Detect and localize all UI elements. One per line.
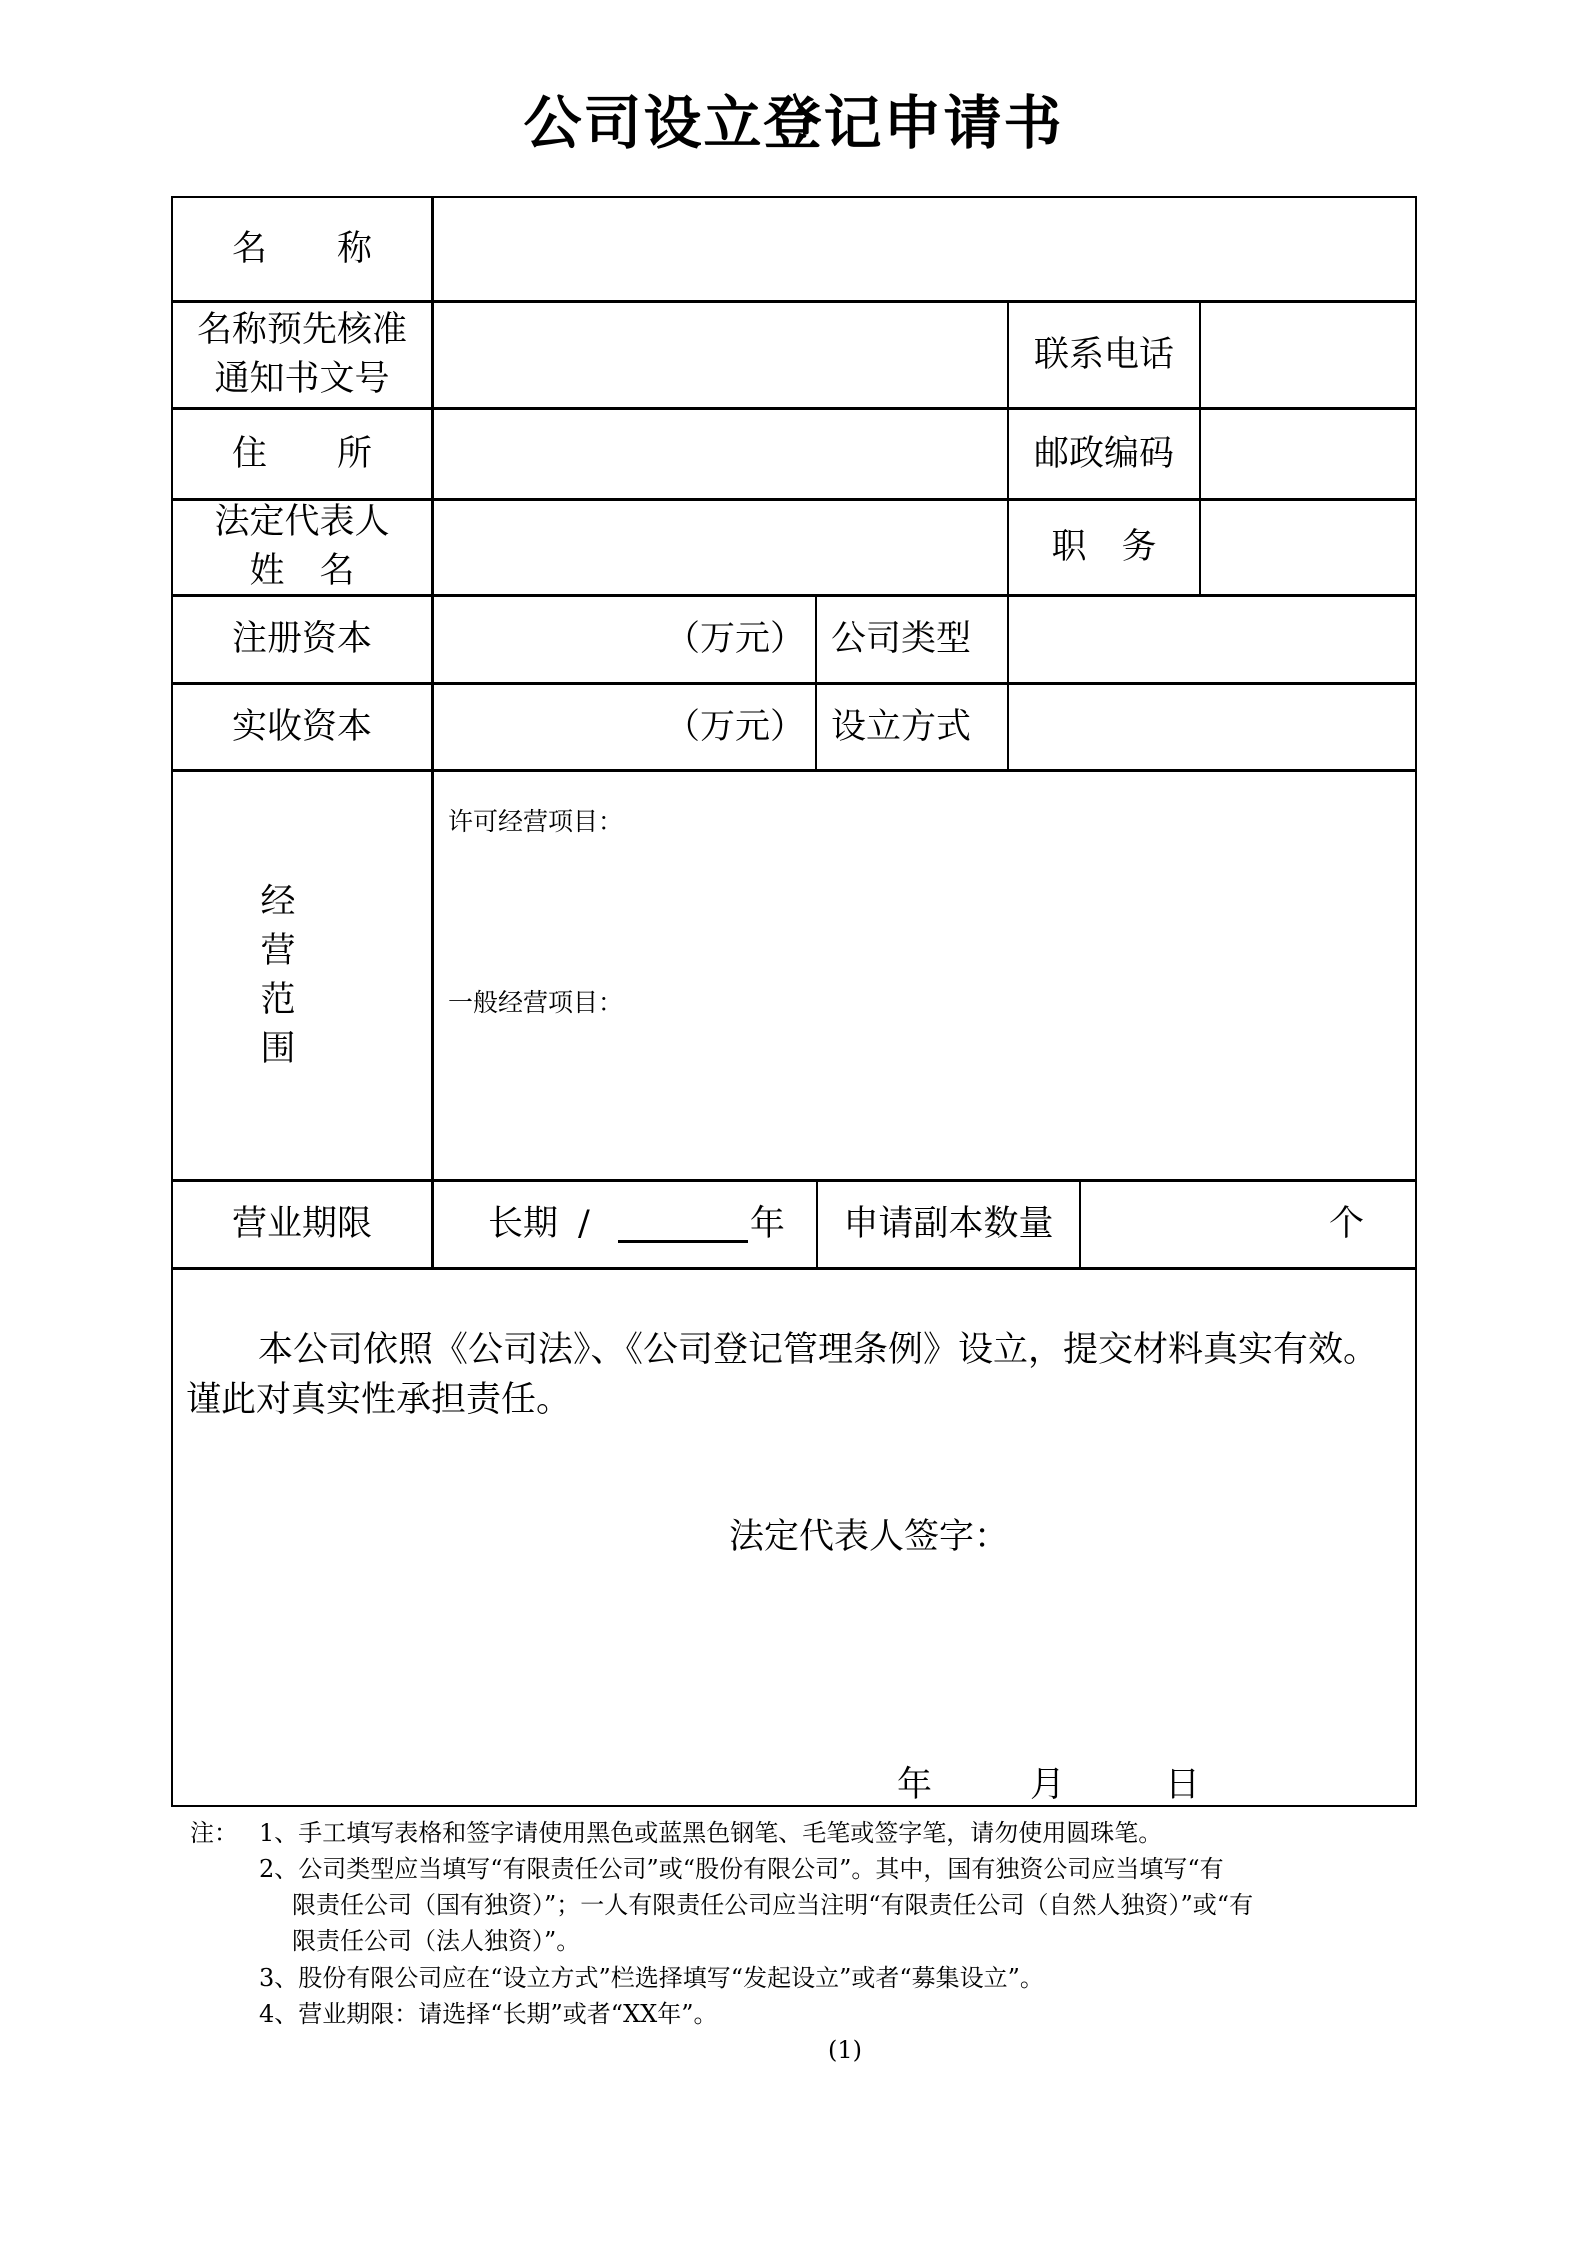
- licensed-business-field[interactable]: [434, 845, 1414, 975]
- company-type-field[interactable]: [1009, 597, 1414, 682]
- note-item-2-cont: 限责任公司（国有独资）”；一人有限责任公司应当注明“有限责任公司（自然人独资）”或“有: [292, 1891, 1254, 1919]
- label-paid-in-capital: 实收资本: [231, 706, 372, 747]
- label-legal-rep-name: [173, 500, 431, 594]
- position-field[interactable]: [1201, 500, 1414, 594]
- contact-phone-field[interactable]: [1201, 303, 1414, 407]
- row-divider: [171, 1267, 1417, 1270]
- label-business-scope-char: 营: [260, 930, 296, 971]
- note-item-2-cont: 限责任公司（法人独资）”。: [292, 1927, 581, 1955]
- paid-in-capital-unit: （万元）: [664, 706, 805, 747]
- declaration-line2: 谨此对真实性承担责任。: [186, 1380, 572, 1420]
- legal-rep-name-field[interactable]: [434, 500, 1007, 594]
- label-preapproval-line1: 名称预先核准: [196, 310, 407, 350]
- label-establish-method: 设立方式: [831, 706, 972, 747]
- date-year-label: 年: [897, 1765, 933, 1805]
- label-postcode: 邮政编码: [1033, 433, 1174, 474]
- label-contact-phone: 联系电话: [1033, 334, 1174, 375]
- label-preapproval-number: [173, 303, 431, 407]
- label-legal-rep-line1: 法定代表人: [214, 502, 390, 542]
- table-border-right: [1415, 196, 1417, 1807]
- label-business-scope-char: 范: [260, 979, 296, 1020]
- term-separator: /: [578, 1204, 590, 1244]
- notes-prefix: 注：: [190, 1819, 238, 1847]
- general-business-field[interactable]: [434, 1025, 1414, 1177]
- date-day-label: 日: [1165, 1765, 1201, 1805]
- label-business-scope-char: 经: [260, 881, 296, 922]
- copies-count-unit: 个: [1328, 1204, 1364, 1244]
- date-month-label: 月: [1030, 1765, 1066, 1805]
- label-company-type: 公司类型: [831, 619, 972, 659]
- business-term-field[interactable]: [434, 1182, 816, 1267]
- label-registered-capital: 注册资本: [231, 619, 372, 659]
- label-legal-rep-line2: 姓 名: [249, 551, 355, 591]
- label-company-name: 名 称: [231, 228, 372, 269]
- label-copies-count: 申请副本数量: [843, 1204, 1054, 1244]
- note-item-2: 2、公司类型应当填写“有限责任公司”或“股份有限公司”。其中，国有独资公司应当填写“有: [259, 1855, 1224, 1883]
- page-title: 公司设立登记申请书: [523, 89, 1064, 157]
- label-position: 职 务: [1051, 526, 1157, 567]
- term-option-long-term[interactable]: 长期: [488, 1204, 559, 1244]
- label-business-scope: [173, 772, 383, 1179]
- term-year-unit: 年: [749, 1204, 785, 1244]
- note-item-4: 4、营业期限：请选择“长期”或者“XX年”。: [259, 2000, 718, 2028]
- label-licensed-business: 许可经营项目：: [448, 807, 624, 836]
- declaration-line1: 本公司依照《公司法》、《公司登记管理条例》设立，提交材料真实有效。: [258, 1330, 1379, 1370]
- copies-count-field[interactable]: [1081, 1182, 1414, 1267]
- page-number: (1): [828, 2036, 862, 2064]
- registered-capital-field[interactable]: [434, 597, 815, 682]
- paid-in-capital-field[interactable]: [434, 685, 815, 769]
- label-general-business: 一般经营项目：: [448, 988, 624, 1017]
- signature-label: 法定代表人签字：: [729, 1517, 1010, 1557]
- signature-field[interactable]: [1010, 1500, 1400, 1570]
- company-name-field[interactable]: [434, 198, 1414, 300]
- postcode-field[interactable]: [1201, 410, 1414, 498]
- note-item-3: 3、股份有限公司应在“设立方式”栏选择填写“发起设立”或者“募集设立”。: [259, 1964, 1044, 1992]
- registered-capital-unit: （万元）: [664, 619, 805, 659]
- establish-method-field[interactable]: [1009, 685, 1414, 769]
- label-address: 住 所: [231, 433, 372, 474]
- note-item-1: 1、手工填写表格和签字请使用黑色或蓝黑色钢笔、毛笔或签字笔，请勿使用圆珠笔。: [259, 1819, 1163, 1847]
- term-years-input[interactable]: [618, 1206, 748, 1243]
- preapproval-number-field[interactable]: [434, 303, 1007, 407]
- label-business-term: 营业期限: [231, 1204, 372, 1244]
- table-border-bottom: [171, 1805, 1417, 1807]
- label-business-scope-char: 围: [260, 1028, 296, 1069]
- address-field[interactable]: [434, 410, 1007, 498]
- label-preapproval-line2: 通知书文号: [214, 359, 390, 399]
